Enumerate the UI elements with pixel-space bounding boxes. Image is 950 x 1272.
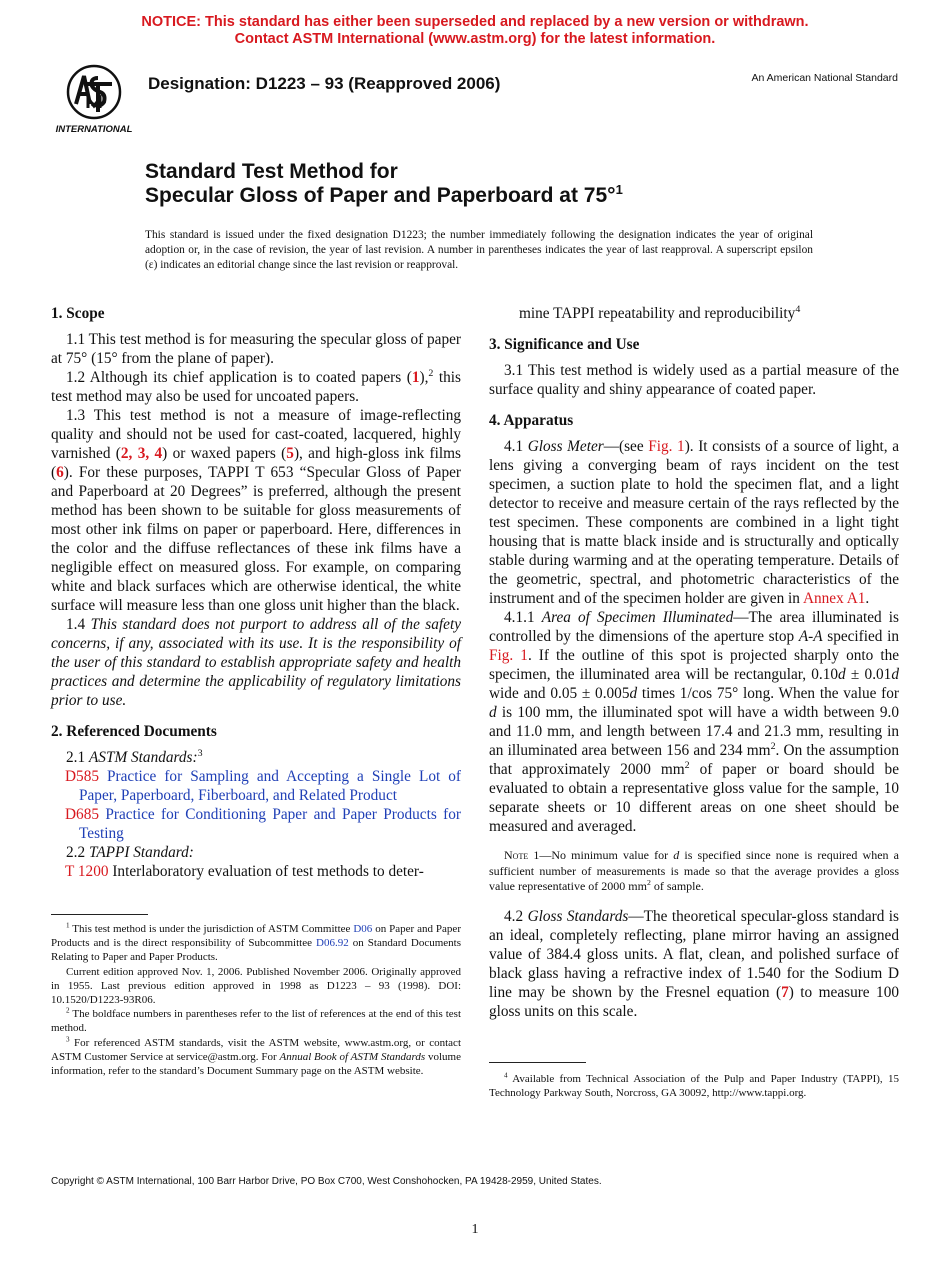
footnote-divider-left [51,914,148,915]
logo-text: INTERNATIONAL [55,124,133,135]
footnotes-right [489,1072,899,1100]
ref-link-6[interactable]: 6 [56,464,64,481]
section-1-heading: 1. Scope [51,305,105,322]
title-line-2 [145,184,623,208]
section-3-heading: 3. Significance and Use [489,336,640,353]
section-2-heading: 2. Referenced Documents [51,723,217,740]
section-4-heading: 4. Apparatus [489,412,574,429]
left-column [51,304,461,881]
para-4-2: 4.2 Gloss Standards—The theoretical specular-gloss standard is an ideal, completely reflecting, plane mirror having an assigned value of 384.4 gloss units. A flat, clean, and polished surface of black glass having a refractive index of 1.540 for the Sodium D line may be shown by the Fresnel equation (7) to measure 100 gloss units on this scale. [489,907,899,1020]
document-title [145,160,623,208]
footnote-divider-right [489,1062,586,1063]
title-footnote-mark: 1 [615,182,623,197]
ref-d685 [51,805,461,843]
notice-line-1: NOTICE: This standard has either been superseded and replaced by a new version or withdrawn. [141,14,809,30]
ref-d585-title[interactable]: Practice for Sampling and Accepting a Single Lot of Paper, Paperboard, Fiberboard, and Related Product [79,768,461,804]
ref-t1200-code[interactable]: T 1200 [65,863,109,880]
ref-d585 [51,767,461,805]
footnote-1-current-edition: Current edition approved Nov. 1, 2006. Published November 2006. Originally approved in 1955. Last previous edition approved in 1998 as D1223 – 93 (1998). DOI: 10.1520/D1223-93R06. [51,965,461,1007]
ref-t1200-continued: mine TAPPI repeatability and reproducibility$^4$ [519,303,801,322]
footnote-2: $^2$ The boldface numbers in parentheses refer to the list of references at the end of this test method. [51,1006,461,1035]
ref-link-1[interactable]: 1 [411,369,420,386]
footnote-4: $^4$ Available from Technical Association of the Pulp and Paper Industry (TAPPI), 15 Technology Parkway South, Norcross, GA 30092, http://www.tappi.org. [489,1071,899,1100]
copyright-line: Copyright © ASTM International, 100 Barr Harbor Drive, PO Box C700, West Conshohocken, PA 19428-2959, United States. [51,1176,602,1187]
para-1-2: 1.2 Although its chief application is to coated papers (1),$^2$ this test method may also be used for uncoated papers. [51,367,461,405]
para-1-4: 1.4 This standard does not purport to address all of the safety concerns, if any, associated with its use. It is the responsibility of the user of this standard to establish appropriate safety and health practices and determine the applicability of regulatory limitations prior to use. [51,616,461,709]
ref-d585-code[interactable]: D585 [65,768,99,785]
fig-1-link[interactable]: Fig. 1 [648,438,685,455]
ref-t1200 [51,862,461,881]
footnotes-left [51,922,461,1078]
para-3-1: 3.1 This test method is widely used as a partial measure of the surface quality and shiny appearance of coated paper. [489,362,899,398]
title-line-2-text: Specular Gloss of Paper and Paperboard at 75° [145,184,616,207]
para-2-2: 2.2 TAPPI Standard: [66,844,194,861]
astm-logo-icon [54,60,134,136]
issuance-statement: This standard is issued under the fixed designation D1223; the number immediately following the designation indicates the year of original adoption or, in the case of revision, the year of last revision. A number in parentheses indicates the year of last reapproval. A superscript epsilon (ε) indicates an editorial change since the last revision or reapproval. [145,229,813,271]
ref-link-7[interactable]: 7 [781,983,789,1001]
right-column [489,304,899,1021]
designation: Designation: D1223 – 93 (Reapproved 2006) [148,74,501,93]
ref-d685-code[interactable]: D685 [65,806,99,823]
ref-t1200-title: Interlaboratory evaluation of test methods to deter- [112,863,424,880]
note-1: Note 1—No minimum value for d is specified since none is required when a sufficient number of measurements is made so that the average provides a gloss value representative of 2000 $mm^2$ of sample. [489,848,899,893]
para-4-1: 4.1 Gloss Meter—(see Fig. 1). It consists of a source of light, a lens giving a converging beam of rays incident on the test specimen, a suction plate to hold the specimen flat, and a light detector to receive and measure certain of the rays reflected by the test specimen. These components are combined in a light tight housing that is matte black inside and is structurally and optically stable during warming and at the operating temperature. Details of the geometric, spectral, and photometric characteristics of the instrument and of the specimen holder are given in Annex A1. [489,438,899,607]
ref-link-5[interactable]: 5 [286,445,294,462]
page-number: 1 [471,1222,479,1237]
footnote-3: $^3$ For referenced ASTM standards, visit the ASTM website, www.astm.org, or contact ASTM Customer Service at service@astm.org. For Annual Book of ASTM Standards volume information, refer to the standard’s Document Summary page on the ASTM website. [51,1034,461,1078]
ref-d685-title[interactable]: Practice for Conditioning Paper and Paper Products for Testing [79,806,461,842]
american-national-standard: An American National Standard [751,72,898,84]
committee-d06-link[interactable]: D06 [353,923,373,935]
para-2-1: 2.1 ASTM Standards:$^3$ [66,747,203,766]
para-1-1: 1.1 This test method is for measuring the specular gloss of paper at 75° (15° from the plane of paper). [51,331,461,367]
footnote-1: $^1$ This test method is under the jurisdiction of ASTM Committee D06 on Paper and Paper Products and is the direct responsibility of Subcommittee D06.92 on Standard Documents Relating to Paper and Paper Products. [51,921,462,964]
withdrawal-notice [0,14,950,48]
annex-a1-link[interactable]: Annex A1 [802,590,866,607]
ref-link-2-3-4[interactable]: 2, 3, 4 [120,445,163,462]
notice-line-2: Contact ASTM International (www.astm.org) for the latest information. [234,31,716,47]
subcommittee-d0692-link[interactable]: D06.92 [316,937,349,950]
para-4-1-1: 4.1.1 Area of Specimen Illuminated—The area illuminated is controlled by the dimensions of the aperture stop A-A specified in Fig. 1. If the outline of this spot is projected sharply onto the specimen, the illuminated area will be rectangular, 0.10d ± 0.01d wide and 0.05 ± 0.005d times 1/cos 75° long. When the value for d is 100 mm, the illuminated spot will have a width between 9.0 and 11.0 mm, and length between 17.4 and 21.3 mm, resulting in an illuminated area between 156 and 234 $mm^2$. On the assumption that approximately 2000 $mm^2$ of paper or board should be evaluated to obtain a representative gloss value for the sample, 10 separate sheets or 10 different areas on one sheet should be measured and averaged. [489,609,900,835]
title-line-1: Standard Test Method for [145,160,398,183]
fig-1-link-2[interactable]: Fig. 1 [489,647,528,664]
para-1-3: 1.3 This test method is not a measure of image-reflecting quality and should not be used for cast-coated, lacquered, highly varnished (2, 3, 4) or waxed papers (5), and high-gloss ink films (6). For these purposes, TAPPI T 653 “Specular Gloss of Paper and Paperboard at 20 Degrees” is preferred, although the present method has been shown to be suitable for gloss measurements of most other ink films on paper or paperboard. Here, differences in the color and the diffuse reflectances of these ink films have a negligible effect on measured gloss. For example, on comparing white and black surfaces which are otherwise identical, the white surface will measure less than one gloss unit higher than the black. [51,407,462,614]
